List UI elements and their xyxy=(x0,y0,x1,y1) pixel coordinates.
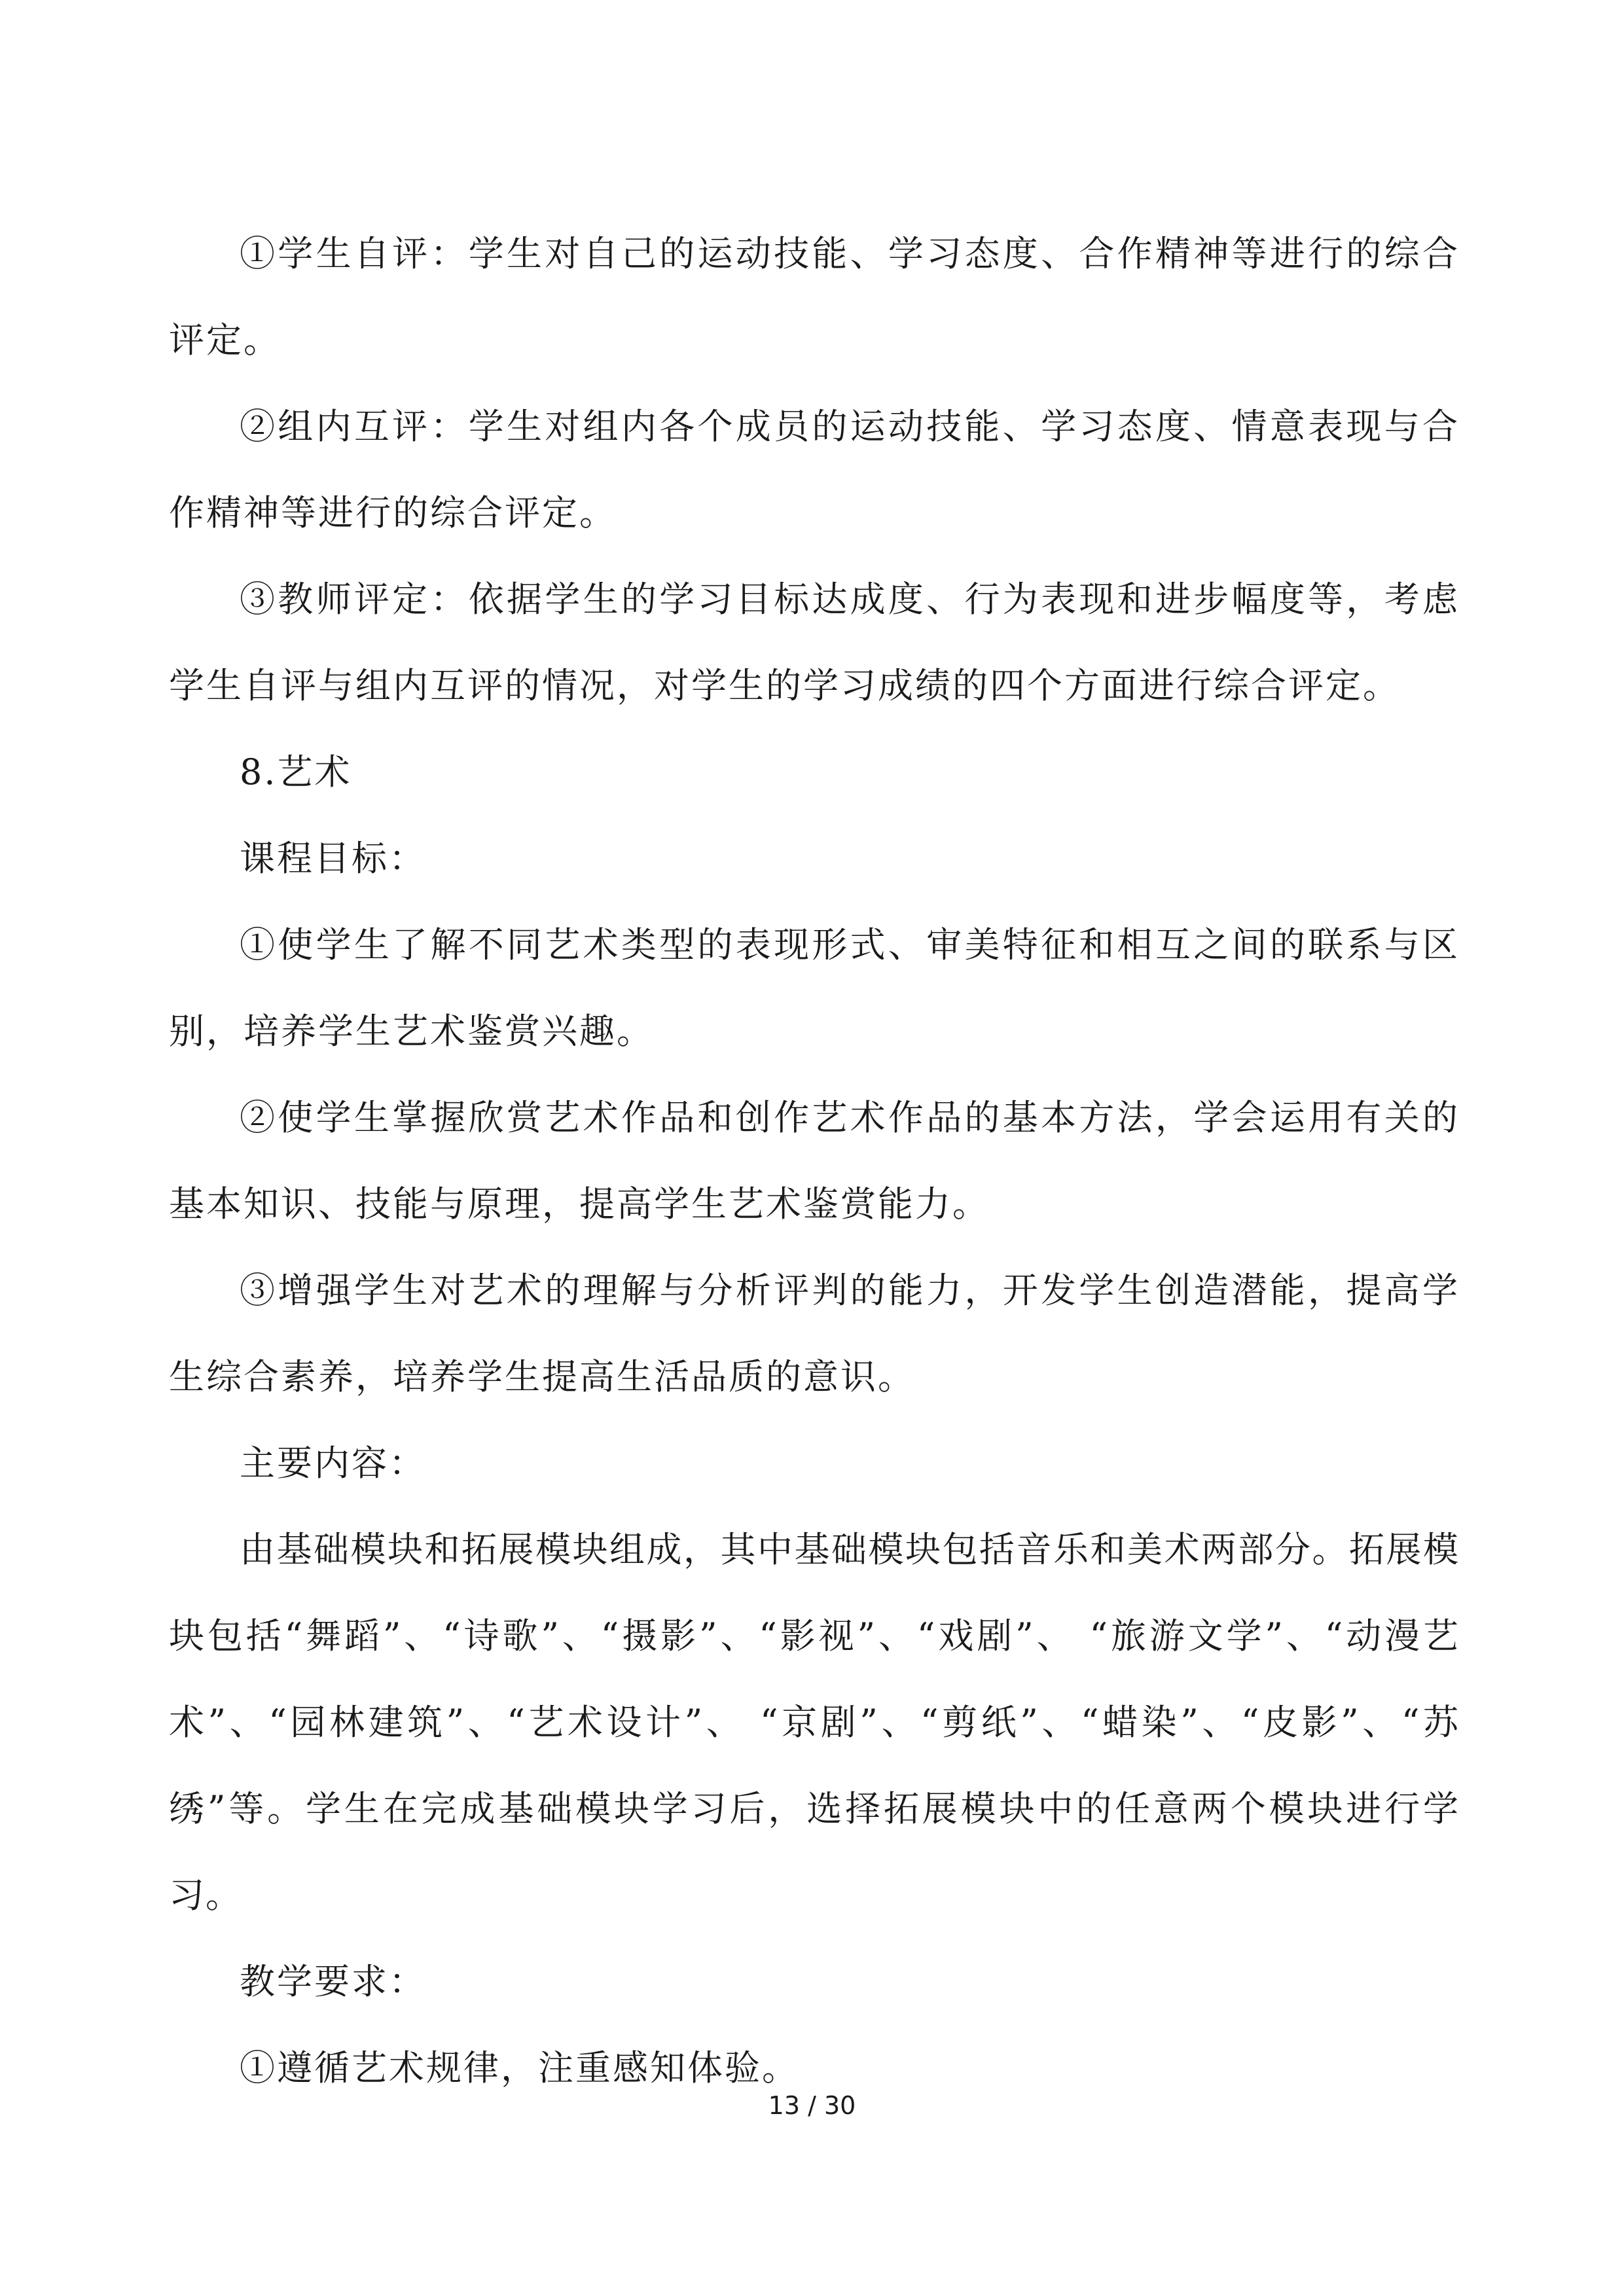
paragraph-teacher-evaluation: ③教师评定：依据学生的学习目标达成度、行为表现和进步幅度等，考虑学生自评与组内互评的情况，对学生的学习成绩的四个方面进行综合评定。 xyxy=(169,579,1460,706)
subheading-main-content: 主要内容： xyxy=(240,1443,426,1484)
section-heading-art: 8.艺术 xyxy=(240,751,352,793)
paragraph-objective-1: ①使学生了解不同艺术类型的表现形式、审美特征和相互之间的联系与区别，培养学生艺术鉴赏兴趣。 xyxy=(169,924,1460,1052)
paragraph-objective-2: ②使学生掌握欣赏艺术作品和创作艺术作品的基本方法，学会运用有关的基本知识、技能与原理，提高学生艺术鉴赏能力。 xyxy=(169,1097,1460,1225)
paragraph-main-content: 由基础模块和拓展模块组成，其中基础模块包括音乐和美术两部分。拓展模块包括“舞蹈”、“诗歌”、“摄影”、“影视”、“戏剧”、 “旅游文学”、“动漫艺术”、“园林建筑”、“艺术设计”、 “京剧”、“剪纸”、“蜡染”、“皮影”、“苏绣”等。学生在完成基础模块学习后，选择拓展模块中的任意两个模块进行学习。 xyxy=(169,1529,1460,1916)
paragraph-objective-3: ③增强学生对艺术的理解与分析评判的能力，开发学生创造潜能，提高学生综合素养，培养学生提高生活品质的意识。 xyxy=(169,1270,1460,1397)
subheading-teaching-requirements: 教学要求： xyxy=(240,1961,426,2002)
page-number: 13 / 30 xyxy=(768,2091,856,2120)
paragraph-student-self-evaluation: ①学生自评：学生对自己的运动技能、学习态度、合作精神等进行的综合评定。 xyxy=(169,233,1460,361)
paragraph-group-peer-evaluation: ②组内互评：学生对组内各个成员的运动技能、学习态度、情意表现与合作精神等进行的综合评定。 xyxy=(169,406,1460,533)
paragraph-requirement-1: ①遵循艺术规律，注重感知体验。 xyxy=(240,2047,799,2089)
document-body xyxy=(169,211,1460,2111)
subheading-course-objectives: 课程目标： xyxy=(240,838,426,879)
